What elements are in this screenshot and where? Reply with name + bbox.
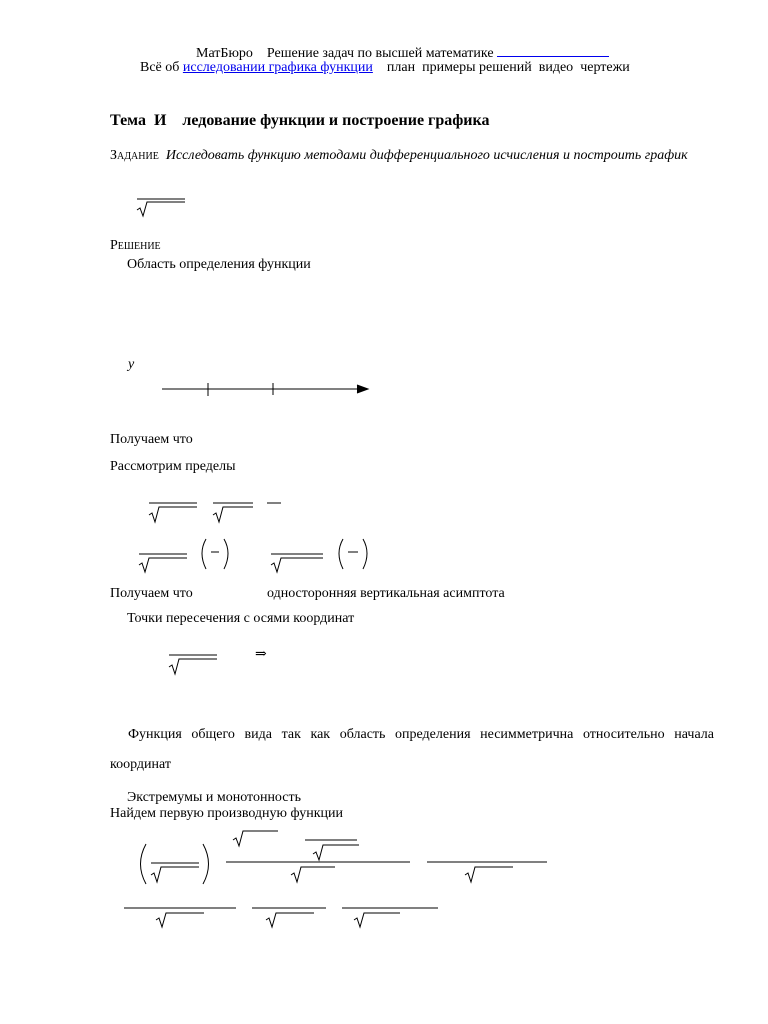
- task-text: Исследовать функцию методами дифференциального исчисления и построить график: [165, 148, 688, 163]
- extrema-heading: Экстремумы и монотонность: [127, 790, 301, 805]
- solution-label: Решение: [110, 238, 161, 253]
- site-name: МатБюро: [196, 46, 253, 61]
- header-line-1: [196, 42, 609, 62]
- gets-that-1: Получаем что: [110, 432, 193, 447]
- nav-item-examples[interactable]: примеры решений: [422, 60, 532, 75]
- task-label: Задание: [110, 148, 159, 163]
- number-line: [160, 381, 375, 397]
- derivative-heading: Найдем первую производную функции: [110, 806, 344, 821]
- intersection-formula: [165, 652, 225, 678]
- task-formula-sqrt: [135, 197, 195, 219]
- derivative-formula-2: [120, 902, 450, 936]
- page-title: [110, 112, 489, 130]
- task-paragraph: [110, 147, 714, 165]
- header-prefix: Всё об: [140, 60, 180, 75]
- implies-symbol: ⇒: [255, 647, 267, 662]
- header-line-2: [140, 60, 630, 76]
- header-blank-link[interactable]: [497, 42, 609, 57]
- limit-formula-1: [145, 500, 295, 526]
- topic-rest: ледование функции и построение графика: [182, 112, 490, 129]
- asymptote-text: односторонняя вертикальная асимптота: [267, 586, 505, 601]
- axis-letter: y: [128, 357, 135, 372]
- nav-item-drawings[interactable]: чертежи: [580, 60, 630, 75]
- topic-initial: И: [153, 112, 167, 129]
- nav-item-plan[interactable]: план: [386, 60, 416, 75]
- site-tagline: Решение задач по высшей математике: [266, 46, 494, 61]
- topic-link[interactable]: исследовании графика функции: [182, 60, 373, 75]
- domain-heading: Область определения функции: [127, 257, 311, 272]
- intersections-heading: Точки пересечения с осями координат: [127, 611, 355, 626]
- derivative-formula-1: [125, 826, 555, 890]
- consider-limits: Рассмотрим пределы: [110, 459, 236, 474]
- limit-formula-2: [135, 535, 375, 577]
- topic-label: Тема: [110, 112, 146, 129]
- gets-that-2: Получаем что: [110, 586, 193, 601]
- nav-item-video[interactable]: видео: [538, 60, 574, 75]
- general-form-paragraph: Функция общего вида так как область определения несимметрична относительно начала координат: [110, 727, 714, 772]
